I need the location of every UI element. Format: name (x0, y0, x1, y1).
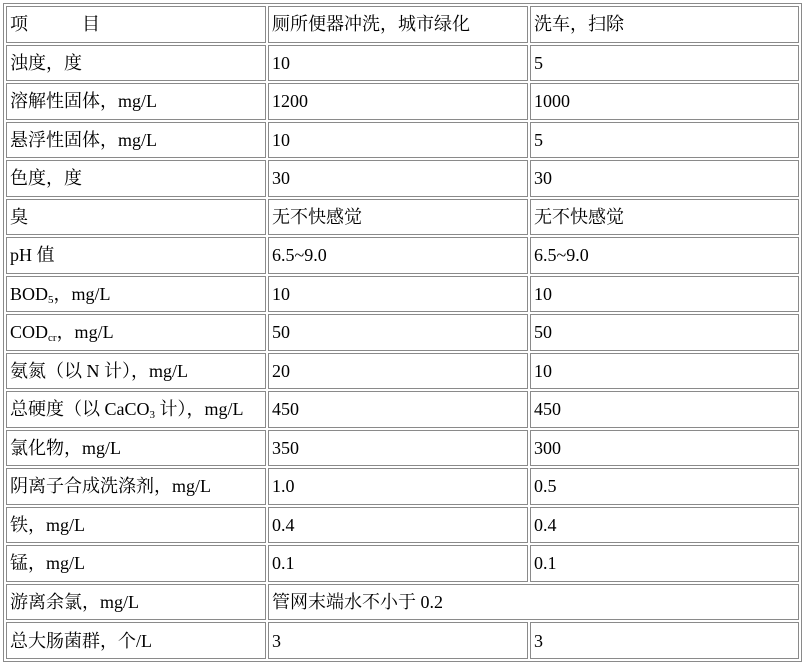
label-text: 总硬度（以 CaCO (10, 399, 150, 420)
cell-value-a: 3 (268, 622, 528, 659)
cell-value-a: 10 (268, 45, 528, 82)
cell-value-a: 10 (268, 276, 528, 313)
table-row (6, 391, 799, 428)
cell-value-b: 3 (530, 622, 799, 659)
label-unit: ，mg/L (53, 283, 111, 304)
table-row (6, 199, 799, 236)
cell-value-a: 30 (268, 160, 528, 197)
row-label: 臭 (6, 199, 266, 236)
row-label: 阴离子合成洗涤剂，mg/L (6, 468, 266, 505)
row-label (6, 314, 266, 351)
water-quality-table-container (3, 3, 802, 662)
table-row (6, 545, 799, 582)
table-row (6, 276, 799, 313)
cell-value-a: 0.1 (268, 545, 528, 582)
label-unit: ，mg/L (56, 322, 114, 343)
table-row (6, 122, 799, 159)
row-label (6, 276, 266, 313)
label-subscript: cr (48, 332, 57, 345)
cell-value-a: 450 (268, 391, 528, 428)
row-label: 锰，mg/L (6, 545, 266, 582)
table-row (6, 45, 799, 82)
cell-value-b: 0.4 (530, 507, 799, 544)
row-label: 游离余氯，mg/L (6, 584, 266, 621)
row-label: 氯化物，mg/L (6, 430, 266, 467)
table-row (6, 507, 799, 544)
cell-value-a: 1.0 (268, 468, 528, 505)
cell-value-b: 10 (530, 276, 799, 313)
cell-value-b: 1000 (530, 83, 799, 120)
cell-value-a: 1200 (268, 83, 528, 120)
cell-value-b: 50 (530, 314, 799, 351)
water-quality-table (4, 4, 801, 661)
cell-value-a: 10 (268, 122, 528, 159)
row-label: 总大肠菌群，个/L (6, 622, 266, 659)
table-row (6, 468, 799, 505)
row-label: 浊度，度 (6, 45, 266, 82)
row-label: 悬浮性固体，mg/L (6, 122, 266, 159)
row-label: 铁，mg/L (6, 507, 266, 544)
table-row (6, 160, 799, 197)
cell-value-b: 无不快感觉 (530, 199, 799, 236)
row-label: 色度，度 (6, 160, 266, 197)
header-item: 项 目 (6, 6, 266, 43)
table-row (6, 622, 799, 659)
row-label: pH 值 (6, 237, 266, 274)
table-row (6, 83, 799, 120)
row-label: 溶解性固体，mg/L (6, 83, 266, 120)
cell-value-b: 30 (530, 160, 799, 197)
cell-value-b: 450 (530, 391, 799, 428)
label-text: BOD (10, 283, 49, 304)
cell-value-a: 50 (268, 314, 528, 351)
header-toilet-greening: 厕所便器冲洗，城市绿化 (268, 6, 528, 43)
cell-value-a: 350 (268, 430, 528, 467)
header-car-wash-cleaning: 洗车，扫除 (530, 6, 799, 43)
cell-value-b: 300 (530, 430, 799, 467)
cell-value-b: 6.5~9.0 (530, 237, 799, 274)
table-row (6, 584, 799, 621)
table-row (6, 237, 799, 274)
cell-value-merged: 管网末端水不小于 0.2 (268, 584, 799, 621)
cell-value-a: 20 (268, 353, 528, 390)
label-unit: 计），mg/L (155, 399, 244, 420)
row-label: 氨氮（以 N 计），mg/L (6, 353, 266, 390)
cell-value-b: 10 (530, 353, 799, 390)
label-text: COD (10, 322, 49, 343)
cell-value-b: 5 (530, 45, 799, 82)
table-header-row (6, 6, 799, 43)
label-subscript: 5 (48, 293, 54, 306)
cell-value-a: 6.5~9.0 (268, 237, 528, 274)
cell-value-b: 0.5 (530, 468, 799, 505)
table-row (6, 314, 799, 351)
table-row (6, 430, 799, 467)
cell-value-a: 0.4 (268, 507, 528, 544)
cell-value-b: 5 (530, 122, 799, 159)
cell-value-b: 0.1 (530, 545, 799, 582)
label-subscript: 3 (149, 409, 155, 422)
table-row (6, 353, 799, 390)
row-label (6, 391, 266, 428)
cell-value-a: 无不快感觉 (268, 199, 528, 236)
